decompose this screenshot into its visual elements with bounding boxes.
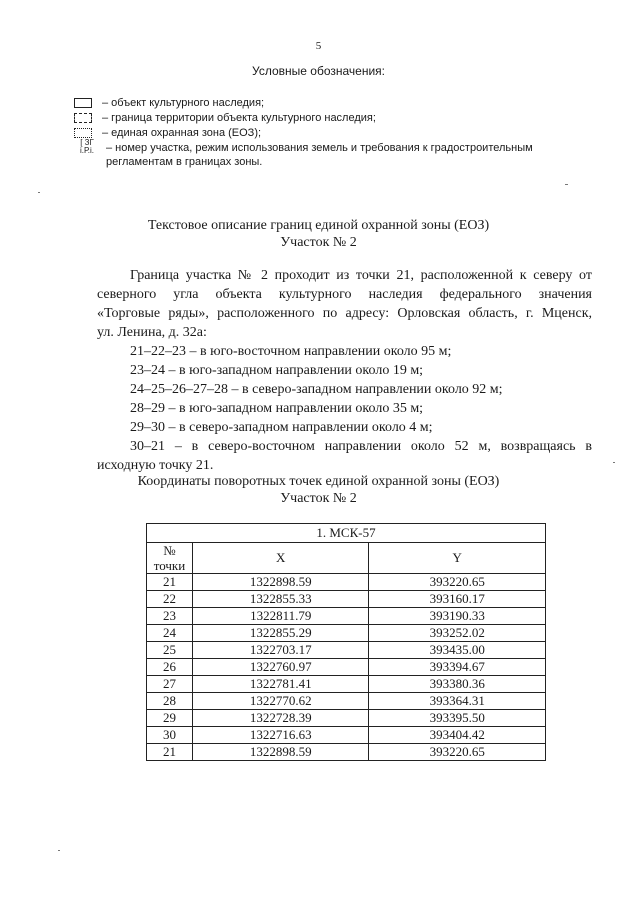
point-x: 1322703.17 bbox=[192, 642, 369, 659]
legend-item-protection-zone bbox=[74, 126, 261, 140]
point-x: 1322716.63 bbox=[192, 727, 369, 744]
intro-line-3: «Торговые ряды», расположенного по адресу: Орловская область, г. Мценск, bbox=[97, 306, 592, 321]
point-number: 23 bbox=[147, 608, 193, 625]
description-title: Текстовое описание границ единой охранной зоны (ЕОЗ) bbox=[147, 218, 490, 233]
legend-text-line1: – номер участка, режим использования земель и требования к градостроительным bbox=[106, 142, 533, 154]
point-y: 393220.65 bbox=[369, 574, 546, 591]
point-number: 21 bbox=[147, 744, 193, 761]
legend-item-plot-number bbox=[74, 138, 533, 169]
point-y: 393252.02 bbox=[369, 625, 546, 642]
segment-line-7: исходную точку 21. bbox=[97, 458, 214, 473]
segment-line-4: 28–29 – в юго-западном направлении около 35 м; bbox=[130, 401, 424, 416]
point-y: 393404.42 bbox=[369, 727, 546, 744]
legend-text bbox=[106, 141, 533, 169]
table-row bbox=[147, 676, 546, 693]
scan-artifact bbox=[565, 184, 568, 185]
legend-text: – граница территории объекта культурного наследия; bbox=[102, 112, 376, 124]
point-number: 21 bbox=[147, 574, 193, 591]
segment-line-1: 21–22–23 – в юго-восточном направлении около 95 м; bbox=[130, 344, 452, 359]
scan-artifact bbox=[38, 192, 40, 193]
point-number: 24 bbox=[147, 625, 193, 642]
point-y: 393190.33 bbox=[369, 608, 546, 625]
table-row bbox=[147, 642, 546, 659]
heritage-territory-boundary-icon bbox=[74, 113, 92, 123]
segment-line-2: 23–24 – в юго-западном направлении около 19 м; bbox=[130, 363, 424, 378]
point-y: 393435.00 bbox=[369, 642, 546, 659]
table-row bbox=[147, 744, 546, 761]
point-number: 27 bbox=[147, 676, 193, 693]
segment-line-5: 29–30 – в северо-западном направлении около 4 м; bbox=[130, 420, 433, 435]
col-header-number-line1: № bbox=[163, 543, 176, 558]
point-x: 1322770.62 bbox=[192, 693, 369, 710]
coordinates-title: Координаты поворотных точек единой охранной зоны (ЕОЗ) bbox=[137, 474, 500, 489]
cultural-heritage-object-icon bbox=[74, 98, 92, 108]
plot-symbol-bottom: і.Р.і. bbox=[79, 146, 95, 155]
legend-text: – единая охранная зона (ЕОЗ); bbox=[102, 127, 262, 139]
col-header-y: Y bbox=[369, 543, 546, 574]
coordinates-table bbox=[146, 523, 546, 761]
legend-item-cultural-heritage bbox=[74, 96, 264, 110]
table-row bbox=[147, 727, 546, 744]
table-row bbox=[147, 710, 546, 727]
intro-line-4: ул. Ленина, д. 32а: bbox=[97, 325, 207, 340]
col-header-x: X bbox=[192, 543, 369, 574]
table-row bbox=[147, 659, 546, 676]
col-header-number-line2: точки bbox=[153, 558, 186, 573]
plot-symbol-top: [ ЗГ bbox=[80, 138, 94, 147]
point-y: 393160.17 bbox=[369, 591, 546, 608]
point-number: 30 bbox=[147, 727, 193, 744]
coordinate-system: 1. МСК-57 bbox=[147, 524, 546, 543]
legend-text-line2: регламентам в границах зоны. bbox=[106, 156, 263, 168]
intro-line-2: северного угла объекта культурного наследия федерального значения bbox=[97, 287, 592, 302]
point-y: 393395.50 bbox=[369, 710, 546, 727]
point-y: 393394.67 bbox=[369, 659, 546, 676]
point-x: 1322898.59 bbox=[192, 744, 369, 761]
table-header-row bbox=[147, 543, 546, 574]
scan-artifact bbox=[58, 850, 60, 851]
table-row bbox=[147, 625, 546, 642]
legend-text: – объект культурного наследия; bbox=[102, 97, 265, 109]
table-row bbox=[147, 591, 546, 608]
plot-number-icon bbox=[74, 139, 100, 157]
col-header-number bbox=[147, 543, 193, 574]
point-number: 29 bbox=[147, 710, 193, 727]
point-number: 25 bbox=[147, 642, 193, 659]
scan-artifact bbox=[613, 462, 615, 463]
description-subtitle: Участок № 2 bbox=[280, 235, 357, 250]
segment-line-3: 24–25–26–27–28 – в северо-западном направлении около 92 м; bbox=[130, 382, 503, 397]
point-x: 1322855.29 bbox=[192, 625, 369, 642]
legend-title: Условные обозначения: bbox=[252, 64, 385, 78]
point-x: 1322855.33 bbox=[192, 591, 369, 608]
intro-line-1: Граница участка № 2 проходит из точки 21, расположенной к северу от bbox=[130, 268, 592, 283]
point-y: 393364.31 bbox=[369, 693, 546, 710]
point-x: 1322898.59 bbox=[192, 574, 369, 591]
table-row bbox=[147, 574, 546, 591]
coordinates-subtitle: Участок № 2 bbox=[280, 491, 357, 506]
table-system-row bbox=[147, 524, 546, 543]
segment-line-6: 30–21 – в северо-восточном направлении около 52 м, возвращаясь в bbox=[130, 439, 592, 454]
unified-protection-zone-icon bbox=[74, 128, 92, 138]
point-x: 1322760.97 bbox=[192, 659, 369, 676]
point-x: 1322781.41 bbox=[192, 676, 369, 693]
point-x: 1322811.79 bbox=[192, 608, 369, 625]
point-y: 393380.36 bbox=[369, 676, 546, 693]
table-row bbox=[147, 693, 546, 710]
point-number: 26 bbox=[147, 659, 193, 676]
legend-item-heritage-territory bbox=[74, 111, 376, 125]
page-number: 5 bbox=[315, 40, 322, 52]
point-x: 1322728.39 bbox=[192, 710, 369, 727]
point-number: 22 bbox=[147, 591, 193, 608]
table-row bbox=[147, 608, 546, 625]
point-number: 28 bbox=[147, 693, 193, 710]
point-y: 393220.65 bbox=[369, 744, 546, 761]
